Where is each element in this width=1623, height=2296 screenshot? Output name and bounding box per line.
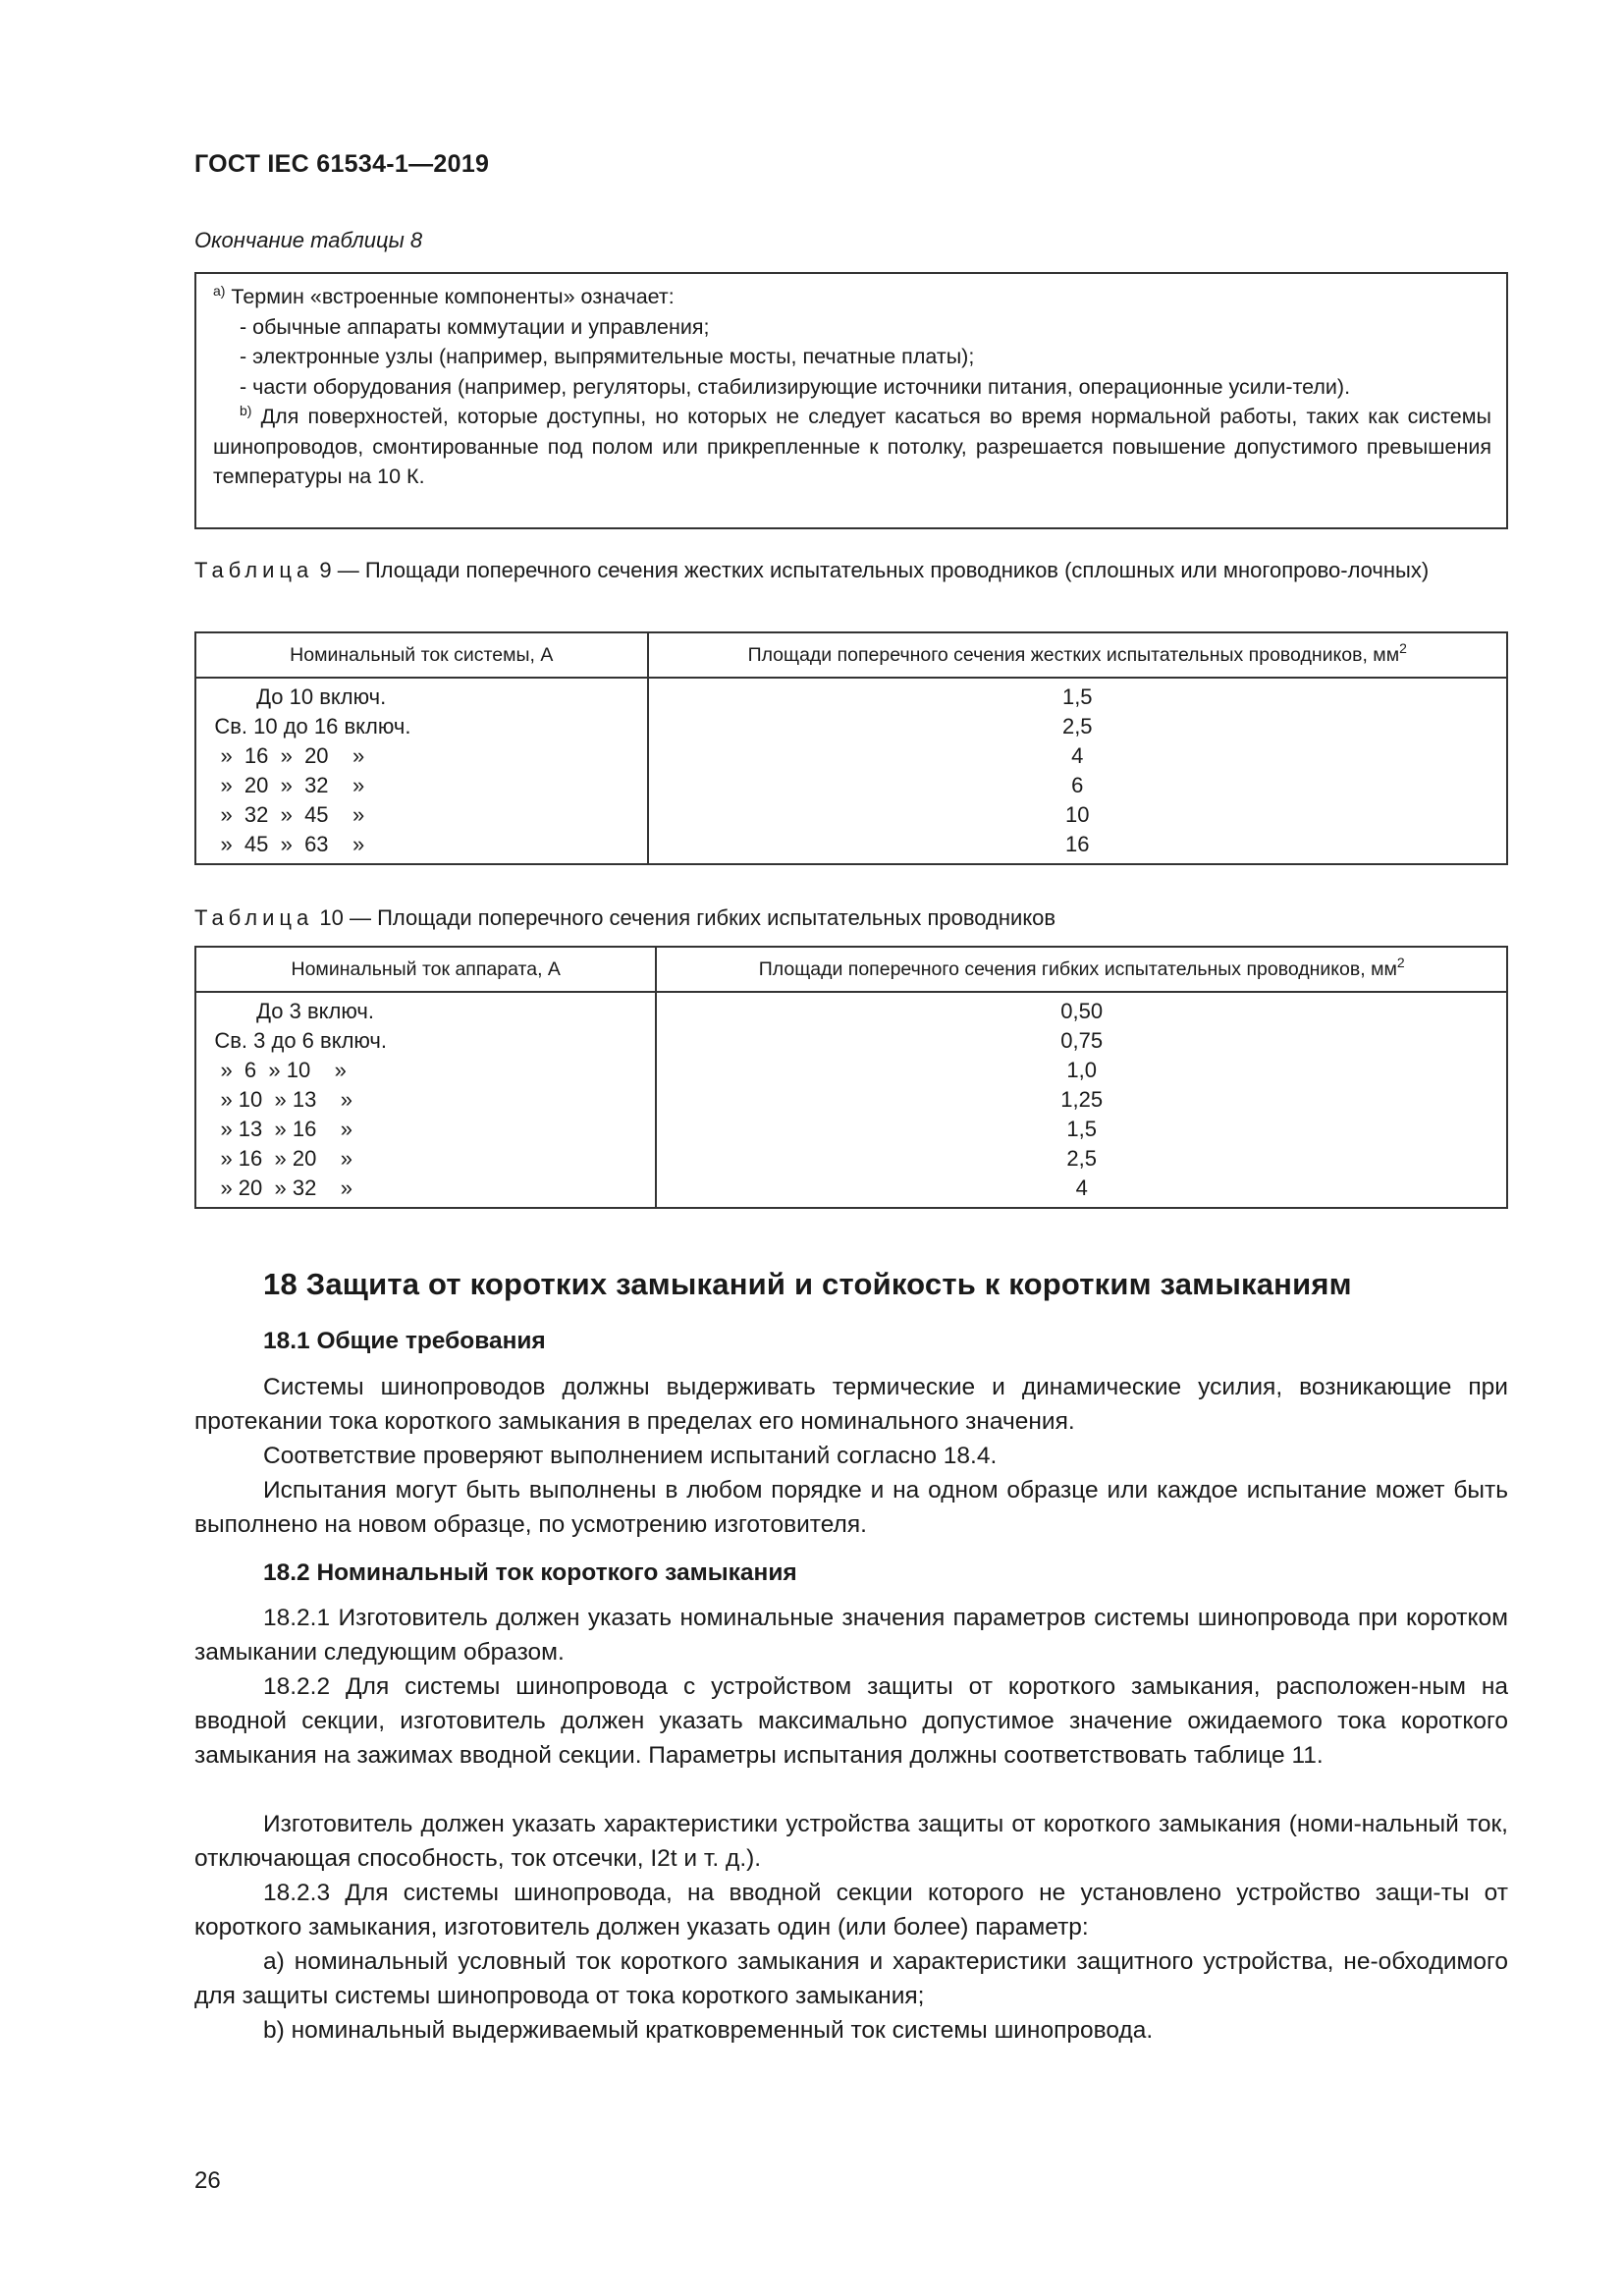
table-row: » 16 » 20 » 4 — [195, 741, 1507, 771]
paragraph: Соответствие проверяют выполнением испытаний согласно 18.4. — [263, 1443, 998, 1469]
footnote-a-mark: a) — [213, 283, 226, 299]
table-row: » 13 » 16 » 1,5 — [195, 1115, 1507, 1144]
paragraph: 18.2.3 Для системы шинопровода, на вводной секции которого не установлено устройство защи-ты от короткого замыкания, изготовитель должен указать один (или более) параметр: — [194, 1880, 1508, 1941]
paragraph: Системы шинопроводов должны выдерживать термические и динамические усилия, возникающие при протекании тока короткого замыкания в пределах его номинального значения. — [194, 1374, 1508, 1435]
footnote-item: - обычные аппараты коммутации и управления; — [240, 314, 710, 339]
document-header: ГОСТ IEC 61534-1—2019 — [194, 150, 490, 178]
table-row: Св. 3 до 6 включ. 0,75 — [195, 1026, 1507, 1056]
table-row: » 45 » 63 » 16 — [195, 830, 1507, 864]
table-row: » 10 » 13 » 1,25 — [195, 1085, 1507, 1115]
table-row: » 16 » 20 » 2,5 — [195, 1144, 1507, 1174]
table-row: » 32 » 45 » 10 — [195, 800, 1507, 830]
table9-header-row — [195, 632, 1507, 678]
paragraph: Изготовитель должен указать характеристики устройства защиты от короткого замыкания (номи-нальный ток, отключающая способность, ток отсечки, I2t и т. д.). — [194, 1811, 1508, 1872]
subsection-heading: 18.2 Номинальный ток короткого замыкания — [263, 1559, 797, 1586]
table9 — [194, 631, 1508, 865]
table10-caption: Таблица 10 — Площади поперечного сечения гибких испытательных проводников — [194, 905, 1056, 930]
footnote-b: $^{b)}$ Для поверхностей, которые доступны, но которых не следует касаться во время нормальной работы, таких как системы шинопроводов, смонтированные под полом или прикрепленные к потолку, разрешается повышение допустимого превышения температуры на 10 К. — [213, 403, 1491, 488]
paragraph: 18.2.1 Изготовитель должен указать номинальные значения параметров системы шинопровода при коротком замыкании следующим образом. — [194, 1605, 1508, 1666]
table-row: До 10 включ. 1,5 — [195, 683, 1507, 712]
page-number: 26 — [194, 2167, 221, 2194]
paragraph: 18.2.2 Для системы шинопровода с устройством защиты от короткого замыкания, расположен-ным на вводной секции, изготовитель должен указать максимально допустимое значение ожидаемого тока короткого замыкания на зажимах вводной секции. Параметры испытания должны соответствовать таблице 11. — [194, 1673, 1508, 1769]
table9-caption: Таблица 9 — Площади поперечного сечения жестких испытательных проводников (сплошных или многопрово-лочных) — [194, 558, 1430, 582]
list-item: b) номинальный выдерживаемый кратковременный ток системы шинопровода. — [263, 2017, 1154, 2044]
footnote-item: - части оборудования (например, регуляторы, стабилизирующие источники питания, операционные усили-тели). — [240, 374, 1351, 399]
table-row: Св. 10 до 16 включ. 2,5 — [195, 712, 1507, 741]
table-row: До 3 включ. 0,50 — [195, 997, 1507, 1026]
section-title: 18 Защита от коротких замыканий и стойкость к коротким замыканиям — [263, 1267, 1352, 1301]
table8-caption: Окончание таблицы 8 — [194, 228, 423, 252]
table9-col1-header: Номинальный ток системы, А — [195, 632, 648, 678]
footnote-a: $^{a)}$ Термин «встроенные компоненты» означает: — [213, 283, 675, 308]
table-row: » 20 » 32 » 6 — [195, 771, 1507, 800]
table10-col2-header: Площади поперечного сечения гибких испытательных проводников, $мм^2$ — [656, 947, 1507, 992]
list-item: a) номинальный условный ток короткого замыкания и характеристики защитного устройства, не-обходимого для защиты системы шинопровода от тока короткого замыкания; — [194, 1948, 1508, 2009]
footnote-item: - электронные узлы (например, выпрямительные мосты, печатные платы); — [240, 345, 975, 368]
subsection-heading: 18.1 Общие требования — [263, 1328, 546, 1354]
table10 — [194, 946, 1508, 1209]
table-row: » 6 » 10 » 1,0 — [195, 1056, 1507, 1085]
table10-header-row — [195, 947, 1507, 992]
footnote-b-mark: b) — [240, 403, 252, 418]
table-row: » 20 » 32 » 4 — [195, 1174, 1507, 1208]
paragraph: Испытания могут быть выполнены в любом порядке и на одном образце или каждое испытание может быть выполнено на новом образце, по усмотрению изготовителя. — [194, 1477, 1508, 1538]
table8-footnotes — [194, 272, 1508, 529]
table9-col2-header: Площади поперечного сечения жестких испытательных проводников, $мм^2$ — [648, 632, 1508, 678]
table10-col1-header: Номинальный ток аппарата, А — [195, 947, 656, 992]
